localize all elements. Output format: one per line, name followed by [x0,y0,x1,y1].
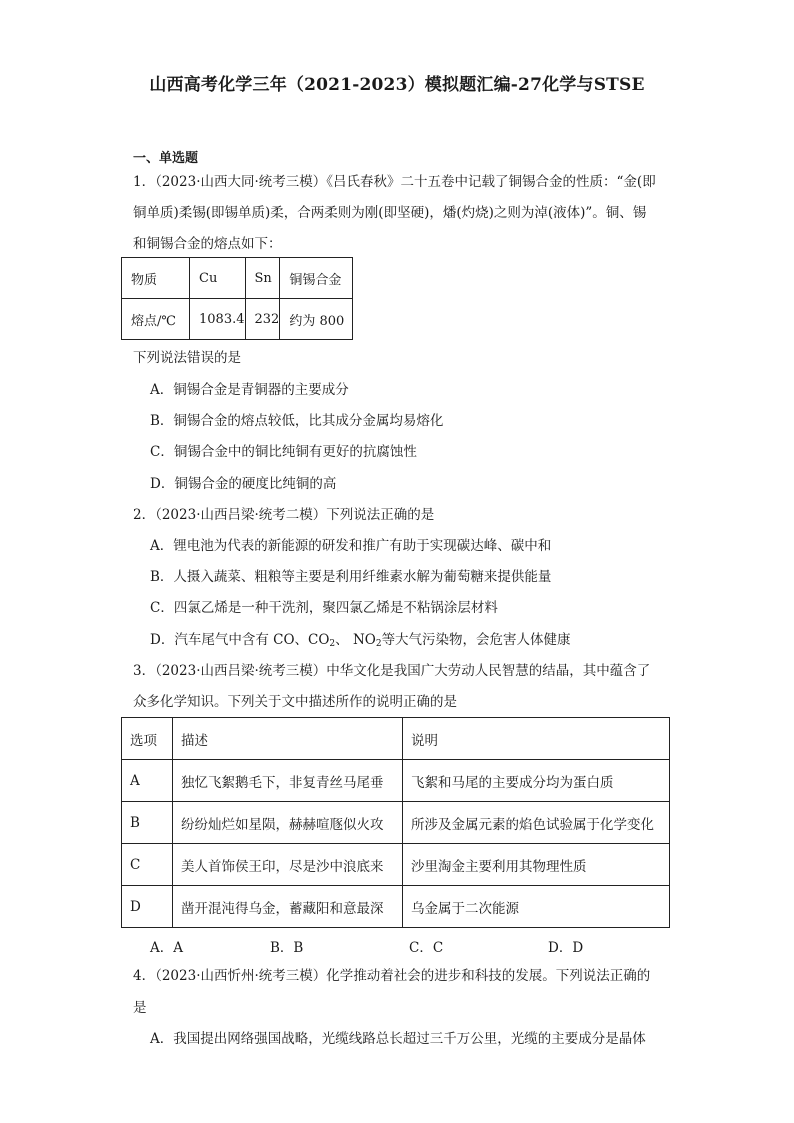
q1-option-a: A．铜锡合金是青铜器的主要成分 [150,382,349,398]
melting-point-table [121,257,353,340]
table-cell: A [122,760,173,802]
q4-line-1: 4．（2023·山西忻州·统考三模）化学推动着社会的进步和科技的发展。下列说法正确的 [133,968,651,984]
table-cell: 约为 800 [280,299,353,340]
q2-option-c: C．四氯乙烯是一种干洗剂，聚四氯乙烯是不粘锅涂层材料 [150,600,498,616]
table-cell: 所涉及金属元素的焰色试验属于化学变化 [403,802,670,844]
q2-option-d-text-1: D．汽车尾气中含有 CO、CO [150,632,330,648]
table-cell: 232 [245,299,280,340]
table-cell: 说明 [403,718,670,760]
q1-line-1: 1．（2023·山西大同·统考三模）《吕氏春秋》二十五卷中记载了铜锡合金的性质：“金(即 [133,174,656,190]
table-row [122,718,670,760]
table-cell: 凿开混沌得乌金，蓄藏阳和意最深 [173,886,403,928]
q3-choice-b: B．B [270,940,304,956]
q1-option-c: C．铜锡合金中的铜比纯铜有更好的抗腐蚀性 [150,444,417,460]
table-cell: 美人首饰侯王印，尽是沙中浪底来 [173,844,403,886]
q1-line-2: 铜单质)柔锡(即锡单质)柔，合两柔则为刚(即坚硬)，燔(灼烧)之则为淖(液体)”。铜、锡 [133,205,647,221]
table-cell: 熔点/℃ [122,299,190,340]
table-row [122,760,670,802]
q2-option-b: B．人摄入蔬菜、粗粮等主要是利用纤维素水解为葡萄糖来提供能量 [150,569,552,585]
table-row [122,299,353,340]
description-table [121,717,670,928]
table-cell: B [122,802,173,844]
page-title: 山西高考化学三年（2021-2023）模拟题汇编-27化学与STSE [149,75,645,95]
table-cell: 选项 [122,718,173,760]
q1-stem: 下列说法错误的是 [133,350,241,366]
table-cell: Cu [190,258,246,299]
table-cell: Sn [245,258,280,299]
table-cell: 乌金属于二次能源 [403,886,670,928]
table-cell: 描述 [173,718,403,760]
q3-choice-a: A．A [150,940,183,956]
table-cell: 纷纷灿烂如星陨，赫赫喧豗似火攻 [173,802,403,844]
table-cell: 飞絮和马尾的主要成分均为蛋白质 [403,760,670,802]
q2-option-d [150,630,571,654]
q2-option-a: A．锂电池为代表的新能源的研发和推广有助于实现碳达峰、碳中和 [150,538,552,554]
q3-choice-c: C．C [409,940,444,956]
table-cell: 沙里淘金主要利用其物理性质 [403,844,670,886]
q2-line-1: 2．（2023·山西吕梁·统考二模）下列说法正确的是 [133,507,435,523]
table-cell: 独忆飞絮鹅毛下，非复青丝马尾垂 [173,760,403,802]
q2-option-d-text-3: 等大气污染物，会危害人体健康 [381,632,571,648]
table-cell: 物质 [122,258,190,299]
q2-option-d-text-2: 、 NO [335,632,376,648]
section-heading: 一、单选题 [133,151,199,166]
q1-option-b: B．铜锡合金的熔点较低，比其成分金属均易熔化 [150,413,444,429]
q4-line-2: 是 [133,1000,147,1016]
subscript: 2 [329,639,336,649]
q1-line-3: 和铜锡合金的熔点如下： [133,236,282,252]
table-row [122,802,670,844]
table-row [122,844,670,886]
table-cell: 铜锡合金 [280,258,353,299]
table-row [122,258,353,299]
table-cell: C [122,844,173,886]
subscript: 2 [375,639,382,649]
table-cell: D [122,886,173,928]
table-row [122,886,670,928]
q3-choice-d: D．D [548,940,584,956]
q3-line-1: 3．（2023·山西吕梁·统考三模）中华文化是我国广大劳动人民智慧的结晶，其中蕴含了 [133,663,651,679]
q4-option-a: A．我国提出网络强国战略，光缆线路总长超过三千万公里，光缆的主要成分是晶体 [150,1031,646,1047]
table-cell: 1083.4 [190,299,246,340]
q1-option-d: D．铜锡合金的硬度比纯铜的高 [150,476,337,492]
q3-line-2: 众多化学知识。下列关于文中描述所作的说明正确的是 [133,694,457,710]
